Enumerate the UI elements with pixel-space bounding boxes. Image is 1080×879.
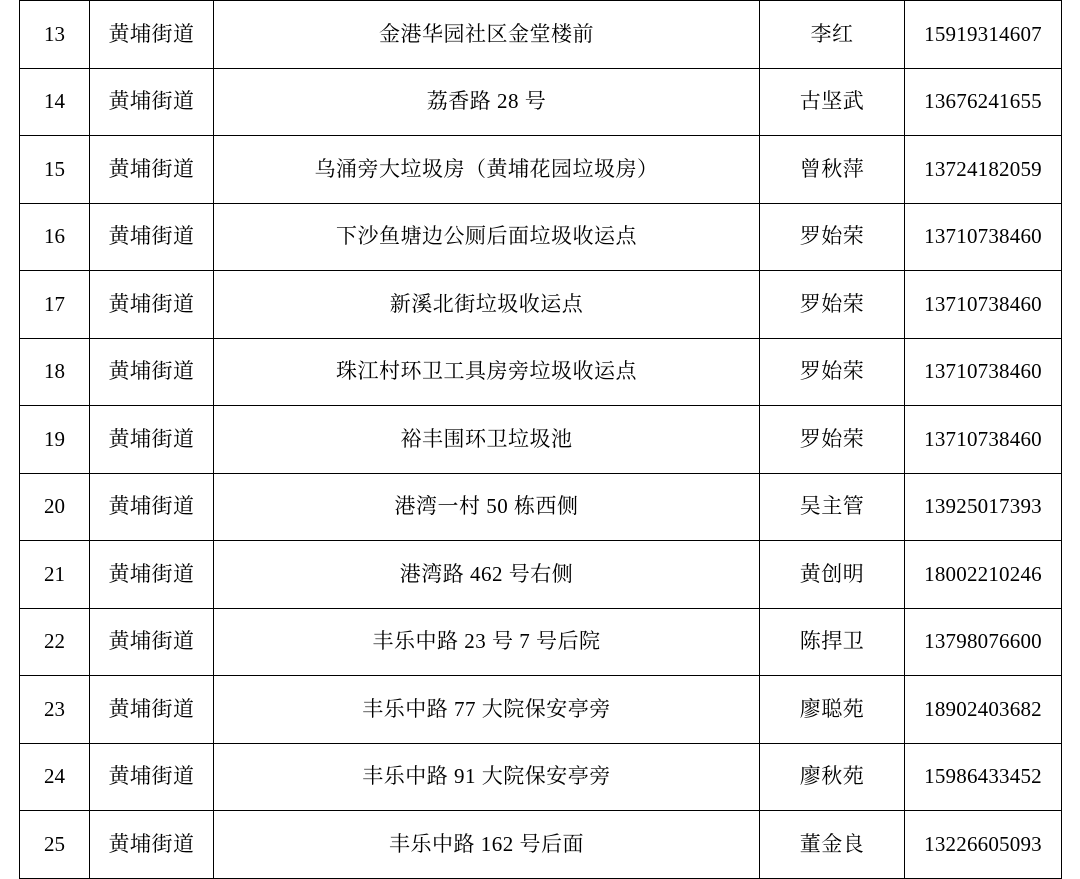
cell-index: 14: [20, 68, 90, 136]
cell-phone: 13710738460: [905, 271, 1062, 339]
table-row: [20, 68, 1062, 136]
cell-address: 丰乐中路 77 大院保安亭旁: [214, 676, 760, 744]
cell-phone: 18002210246: [905, 541, 1062, 609]
table-row: [20, 541, 1062, 609]
cell-address: 港湾一村 50 栋西侧: [214, 473, 760, 541]
cell-street: 黄埔街道: [90, 271, 214, 339]
cell-phone: 13676241655: [905, 68, 1062, 136]
cell-index: 23: [20, 676, 90, 744]
cell-person: 董金良: [760, 811, 905, 879]
table-row: [20, 136, 1062, 204]
cell-street: 黄埔街道: [90, 136, 214, 204]
table-row: [20, 406, 1062, 474]
cell-address: 裕丰围环卫垃圾池: [214, 406, 760, 474]
table-row: [20, 271, 1062, 339]
cell-phone: 15919314607: [905, 1, 1062, 69]
table-row: [20, 338, 1062, 406]
cell-address: 珠江村环卫工具房旁垃圾收运点: [214, 338, 760, 406]
cell-phone: 18902403682: [905, 676, 1062, 744]
cell-person: 黄创明: [760, 541, 905, 609]
cell-street: 黄埔街道: [90, 473, 214, 541]
cell-person: 罗始荣: [760, 406, 905, 474]
cell-person: 李红: [760, 1, 905, 69]
cell-street: 黄埔街道: [90, 811, 214, 879]
cell-index: 16: [20, 203, 90, 271]
cell-person: 吴主管: [760, 473, 905, 541]
cell-address: 新溪北街垃圾收运点: [214, 271, 760, 339]
cell-index: 15: [20, 136, 90, 204]
cell-index: 17: [20, 271, 90, 339]
collection-points-table: [19, 0, 1062, 879]
cell-phone: 13226605093: [905, 811, 1062, 879]
cell-phone: 13710738460: [905, 406, 1062, 474]
cell-person: 罗始荣: [760, 271, 905, 339]
cell-index: 20: [20, 473, 90, 541]
cell-address: 丰乐中路 23 号 7 号后院: [214, 608, 760, 676]
cell-person: 罗始荣: [760, 203, 905, 271]
cell-phone: 15986433452: [905, 743, 1062, 811]
cell-phone: 13724182059: [905, 136, 1062, 204]
table-row: [20, 1, 1062, 69]
cell-index: 13: [20, 1, 90, 69]
cell-phone: 13925017393: [905, 473, 1062, 541]
cell-street: 黄埔街道: [90, 743, 214, 811]
cell-index: 25: [20, 811, 90, 879]
cell-address: 下沙鱼塘边公厕后面垃圾收运点: [214, 203, 760, 271]
cell-person: 廖秋苑: [760, 743, 905, 811]
cell-index: 18: [20, 338, 90, 406]
cell-phone: 13710738460: [905, 338, 1062, 406]
cell-street: 黄埔街道: [90, 1, 214, 69]
cell-street: 黄埔街道: [90, 68, 214, 136]
cell-address: 乌涌旁大垃圾房（黄埔花园垃圾房）: [214, 136, 760, 204]
cell-index: 21: [20, 541, 90, 609]
cell-person: 罗始荣: [760, 338, 905, 406]
cell-street: 黄埔街道: [90, 541, 214, 609]
cell-index: 19: [20, 406, 90, 474]
cell-index: 24: [20, 743, 90, 811]
cell-index: 22: [20, 608, 90, 676]
cell-street: 黄埔街道: [90, 608, 214, 676]
cell-address: 荔香路 28 号: [214, 68, 760, 136]
cell-address: 丰乐中路 162 号后面: [214, 811, 760, 879]
cell-phone: 13710738460: [905, 203, 1062, 271]
cell-person: 廖聪苑: [760, 676, 905, 744]
cell-address: 港湾路 462 号右侧: [214, 541, 760, 609]
table-row: [20, 811, 1062, 879]
cell-address: 金港华园社区金堂楼前: [214, 1, 760, 69]
table-body: [20, 1, 1062, 879]
cell-street: 黄埔街道: [90, 676, 214, 744]
table-row: [20, 676, 1062, 744]
table-row: [20, 608, 1062, 676]
cell-phone: 13798076600: [905, 608, 1062, 676]
table-row: [20, 473, 1062, 541]
cell-street: 黄埔街道: [90, 203, 214, 271]
cell-street: 黄埔街道: [90, 406, 214, 474]
table-row: [20, 743, 1062, 811]
cell-person: 曾秋萍: [760, 136, 905, 204]
cell-address: 丰乐中路 91 大院保安亭旁: [214, 743, 760, 811]
cell-person: 古坚武: [760, 68, 905, 136]
cell-person: 陈捍卫: [760, 608, 905, 676]
cell-street: 黄埔街道: [90, 338, 214, 406]
table-row: [20, 203, 1062, 271]
